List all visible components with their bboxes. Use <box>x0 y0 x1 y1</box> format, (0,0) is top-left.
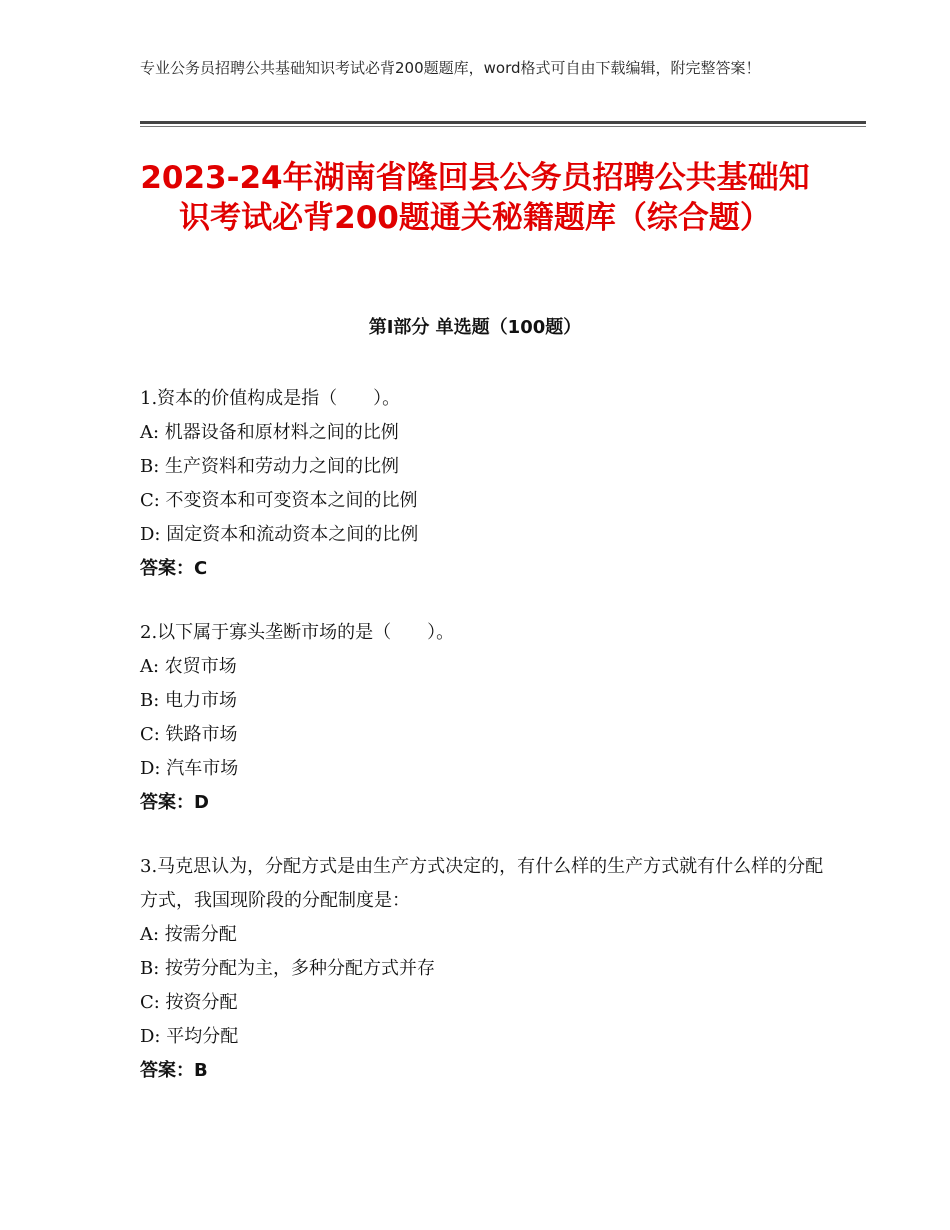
header-note: 专业公务员招聘公共基础知识考试必背200题题库，word格式可自由下载编辑，附完整答案！ <box>140 59 761 77</box>
answer: 答案：D <box>140 792 209 813</box>
option-c: C: 不变资本和可变资本之间的比例 <box>140 490 418 511</box>
option-b: B: 生产资料和劳动力之间的比例 <box>140 456 400 477</box>
option-d: D: 平均分配 <box>140 1026 239 1047</box>
header-rule-thick <box>140 121 866 124</box>
section-title: 第I部分 单选题（100题） <box>368 317 582 338</box>
option-c: C: 按资分配 <box>140 992 238 1013</box>
question-1 <box>140 382 830 586</box>
answer: 答案：C <box>140 558 208 579</box>
option-b: B: 按劳分配为主，多种分配方式并存 <box>140 958 436 979</box>
question-list <box>140 382 830 1118</box>
question-2 <box>140 616 830 820</box>
question-stem: 1.资本的价值构成是指（ ）。 <box>140 388 401 409</box>
option-c: C: 铁路市场 <box>140 724 238 745</box>
option-d: D: 汽车市场 <box>140 758 239 779</box>
question-3 <box>140 850 830 1088</box>
header-rule-thin <box>140 126 866 127</box>
question-stem: 2.以下属于寡头垄断市场的是（ ）。 <box>140 622 455 643</box>
document-title: 2023-24年湖南省隆回县公务员招聘公共基础知识考试必背200题通关秘籍题库（综合题） <box>140 160 810 236</box>
option-a: A: 农贸市场 <box>140 656 237 677</box>
question-stem: 3.马克思认为，分配方式是由生产方式决定的，有什么样的生产方式就有什么样的分配方式，我国现阶段的分配制度是： <box>140 856 824 911</box>
option-a: A: 按需分配 <box>140 924 237 945</box>
answer: 答案：B <box>140 1060 208 1081</box>
option-d: D: 固定资本和流动资本之间的比例 <box>140 524 419 545</box>
option-a: A: 机器设备和原材料之间的比例 <box>140 422 399 443</box>
option-b: B: 电力市场 <box>140 690 238 711</box>
